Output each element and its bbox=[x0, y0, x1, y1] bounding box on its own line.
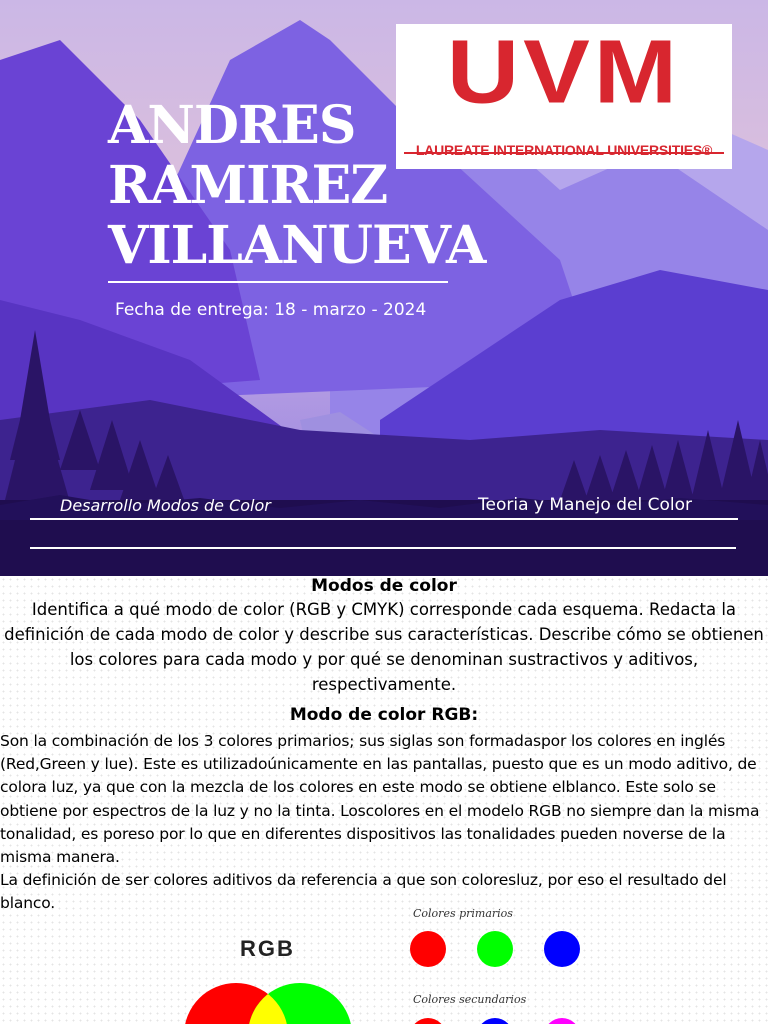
author-line: VILLANUEVA bbox=[108, 215, 486, 276]
secondary-colors-caption: Colores secundarios bbox=[413, 993, 527, 1006]
logo-wordmark: UVM bbox=[446, 21, 682, 123]
primary-colors-caption: Colores primarios bbox=[413, 907, 513, 920]
due-date: Fecha de entrega: 18 - marzo - 2024 bbox=[115, 300, 427, 320]
assignment-instructions: Identifica a qué modo de color (RGB y CMYK) corresponde cada esquema. Redacta la definición de cada modo de color y describe sus características. Describe cómo se obtienen los colores para cada modo y por qué se denominan sustractivos y aditivos, respectivamente. bbox=[4, 600, 764, 694]
document-body bbox=[0, 576, 768, 1024]
author-divider bbox=[108, 281, 448, 283]
author-line: ANDRES bbox=[108, 95, 356, 156]
logo-subtitle: LAUREATE INTERNATIONAL UNIVERSITIES® bbox=[415, 142, 713, 158]
rgb-paragraph: La definición de ser colores aditivos da referencia a que son coloresluz, por eso el resultado del blanco. bbox=[0, 871, 727, 913]
cover-divider bbox=[30, 518, 738, 520]
course-subject: Desarrollo Modos de Color bbox=[60, 496, 271, 515]
cover-divider bbox=[30, 547, 736, 549]
section-title: Modos de color bbox=[311, 576, 457, 596]
rgb-diagram-label: RGB bbox=[240, 936, 295, 961]
rgb-heading: Modo de color RGB: bbox=[289, 705, 479, 725]
course-name: Teoria y Manejo del Color bbox=[478, 495, 692, 515]
author-name bbox=[108, 96, 528, 276]
author-line: RAMIREZ bbox=[108, 155, 388, 216]
rgb-paragraph: Son la combinación de los 3 colores primarios; sus siglas son formadaspor los colores en inglés (Red,Green y lue). Este es utilizadoúnicamente en las pantallas, puesto que es un modo aditivo, de colora luz, ya que con la mezcla de los colores en este modo se obtiene elblanco. Este solo se obtiene por espectros de la luz y no la tinta. Loscolores en el modelo RGB no siempre dan la misma tonalidad, es poreso por lo que en diferentes dispositivos las tonalidades pueden noverse de la misma manera. bbox=[0, 732, 760, 867]
